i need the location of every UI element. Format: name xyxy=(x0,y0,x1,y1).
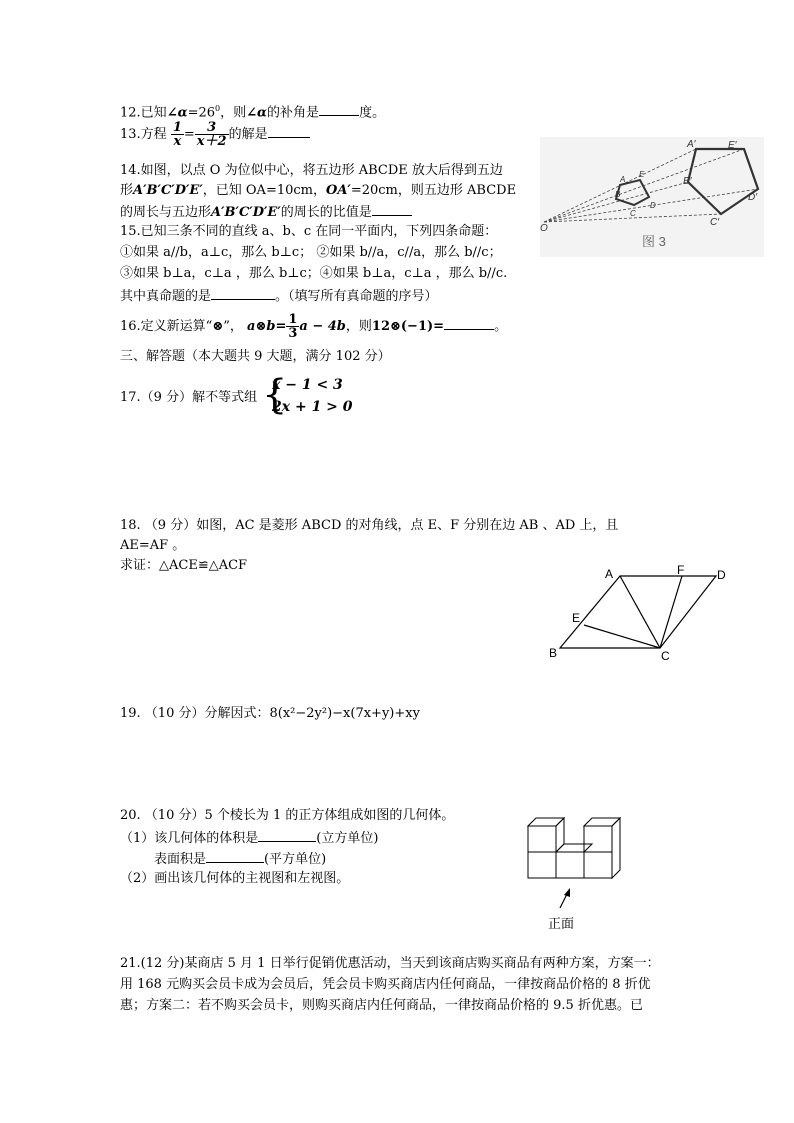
q12-angle: ∠α xyxy=(166,105,188,121)
q16-frac-den: 3 xyxy=(288,326,298,341)
q12-text-b: =26 xyxy=(187,105,216,121)
section-3-heading: 三、解答题（本大题共 9 大题，满分 102 分） xyxy=(120,349,391,364)
label-O: O xyxy=(540,223,548,234)
q14-pentagon-name: A′B′C′D′E′ xyxy=(133,183,203,198)
q14-line-1: 14.如图，以点 O 为位似中心，将五边形 ABCDE 放大后得到五边 xyxy=(120,163,503,178)
q13-answer-blank xyxy=(268,125,310,138)
q20-volume-blank xyxy=(258,829,316,842)
q14-l3-a: 的周长与五边形 xyxy=(120,205,212,220)
q21-line-2: 用 168 元购买会员卡成为会员后，凭会员卡购买商店内任何商品，一律按商品价格的 8 折优 xyxy=(120,977,651,992)
q12-degree: 0 xyxy=(215,104,221,113)
cube-bottom-row-front xyxy=(528,852,612,878)
q16-line xyxy=(120,313,507,340)
q18-line-1: 18. （9 分）如图，AC 是菱形 ABCD 的对角线，点 E、F 分别在边 AB 、AD 上，且 xyxy=(120,518,619,533)
q16-equals-2: = xyxy=(433,319,445,334)
q20-line-2 xyxy=(120,829,378,847)
rhombus-figure xyxy=(540,562,740,662)
q20-l3-b: (平方单位) xyxy=(264,852,327,867)
q16-equals: = xyxy=(275,319,287,334)
q15-line-3: ③如果 b⊥a，c⊥a ，那么 b⊥c；④如果 b⊥a，c⊥a ，那么 b//c. xyxy=(120,266,508,281)
q12-text-d: ，则 xyxy=(220,105,247,121)
q20-area-blank xyxy=(206,850,264,863)
q16-def-right: a − 4b xyxy=(299,319,346,334)
q15-l4-b: 。（填写所有真命题的序号） xyxy=(275,289,438,304)
q16-expression: 12⊗(−1) xyxy=(371,319,434,334)
rh-label-F: F xyxy=(677,563,685,577)
q20-line-3 xyxy=(154,850,326,868)
label-D-prime: D′ xyxy=(748,192,758,203)
label-E: E xyxy=(639,170,645,179)
q13-frac2-den: x＋2 xyxy=(196,134,227,149)
q16-op-symbol: ⊗ xyxy=(212,319,224,334)
q16-answer-blank xyxy=(444,317,494,330)
q13-line xyxy=(120,121,310,148)
q13-frac1-num: 1 xyxy=(172,120,182,135)
q16-text-e: ，则 xyxy=(345,319,372,334)
cube-right-side xyxy=(612,818,620,878)
q16-fraction xyxy=(286,313,299,340)
q15-line-1: 15.已知三条不同的直线 a、b、c 在同一平面内，下列四条命题： xyxy=(120,224,498,239)
rh-label-B: B xyxy=(549,646,558,660)
q13-text-b: 的解是 xyxy=(228,127,268,142)
cube-top-left-top xyxy=(528,818,564,826)
cube-middle-top xyxy=(556,844,592,852)
q18-line-2: AE=AF 。 xyxy=(120,538,186,553)
q14-pentagon-name-2: A′B′C′D′E′ xyxy=(211,205,281,220)
q21-line-3: 惠；方案二：若不购买会员卡，则购买商店内任何商品，一律按商品价格的 9.5 折优惠。已 xyxy=(120,998,643,1013)
rh-label-C: C xyxy=(661,649,670,662)
q17-brace: { xyxy=(262,372,288,418)
q20-l3-a: 表面积是 xyxy=(154,852,207,867)
q16-frac-num: 1 xyxy=(288,312,298,327)
q17-inequality-1: x − 1 < 3 xyxy=(272,377,343,393)
label-C: C xyxy=(630,209,636,218)
q12-text-e: 的补角是 xyxy=(267,105,320,121)
rh-label-D: D xyxy=(717,568,726,582)
cube-top-left-front xyxy=(528,826,556,852)
front-label: 正面 xyxy=(548,916,575,931)
label-A-prime: A′ xyxy=(687,139,696,150)
q14-oa-prime: OA′ xyxy=(326,183,351,198)
q16-text-a: 16.定义新运算“ xyxy=(120,319,213,334)
q17-label: 17.（9 分）解不等式组 xyxy=(120,390,258,405)
q14-l2-e: =20cm，则五边形 ABCDE xyxy=(350,183,517,198)
label-D: D xyxy=(650,201,656,210)
q14-l2-c: ，已知 OA=10cm， xyxy=(202,183,326,198)
rh-label-A: A xyxy=(605,567,614,581)
q16-text-b: ”， xyxy=(223,319,243,334)
front-arrow xyxy=(560,888,570,908)
q20-line-4: （2）画出该几何体的主视图和左视图。 xyxy=(120,871,350,886)
cube-top-left-side xyxy=(556,818,564,852)
q19-line: 19. （10 分）分解因式：8(x²−2y²)−x(7x+y)+xy xyxy=(120,706,420,721)
cube-solid-figure xyxy=(520,812,630,934)
q14-line-2 xyxy=(120,183,516,199)
figure-3-caption: 图 3 xyxy=(642,234,666,249)
q13-frac2-num: 3 xyxy=(195,121,229,135)
q14-answer-blank xyxy=(372,203,412,216)
q12-line xyxy=(120,101,385,121)
label-C-prime: C′ xyxy=(710,217,720,228)
q16-text-h: 。 xyxy=(494,319,508,334)
label-A: A xyxy=(620,175,626,184)
q13-frac1-den: x xyxy=(173,134,182,149)
q14-l3-c: 的周长的比值是 xyxy=(280,205,372,220)
q12-angle-2: ∠α xyxy=(246,105,268,121)
q20-line-1: 20. （10 分）5 个棱长为 1 的正方体组成如图的几何体。 xyxy=(120,808,455,823)
q12-answer-blank xyxy=(319,103,359,116)
rh-label-E: E xyxy=(572,611,581,625)
q13-text-a: 13.方程 xyxy=(120,127,167,142)
q14-line-3 xyxy=(120,203,412,221)
q15-line-2: ①如果 a//b，a⊥c，那么 b⊥c； ②如果 b//a，c//a，那么 b//c； xyxy=(120,245,502,260)
q15-line-4 xyxy=(120,287,438,305)
segment-cf xyxy=(660,576,682,648)
q13-fraction-1 xyxy=(171,121,184,148)
q16-def-left: a⊗b xyxy=(247,319,276,334)
q13-equals: = xyxy=(183,127,195,142)
q18-line-3: 求证：△ACE≌△ACF xyxy=(120,558,248,573)
label-B: B xyxy=(615,190,621,199)
label-B-prime: B′ xyxy=(683,176,692,187)
label-E-prime: E′ xyxy=(728,140,737,151)
rhombus-abcd xyxy=(560,576,716,648)
q12-text-f: 度。 xyxy=(359,105,386,121)
q17-inequality-2: 2x + 1 > 0 xyxy=(272,399,353,415)
q15-answer-blank xyxy=(211,287,275,300)
q15-l4-a: 其中真命题的是 xyxy=(120,289,212,304)
q13-fraction-2 xyxy=(195,121,229,148)
cube-top-right-top xyxy=(584,818,620,826)
q20-l2-b: (立方单位) xyxy=(316,831,379,846)
figure-3-pentagons xyxy=(540,137,764,257)
q12-text-a: 12.已知 xyxy=(120,105,167,121)
q20-l2-a: （1）该几何体的体积是 xyxy=(120,831,259,846)
q21-line-1: 21.(12 分)某商店 5 月 1 日举行促销优惠活动，当天到该商店购买商品有两种方案，方案一： xyxy=(120,956,660,971)
q14-l2-a: 形 xyxy=(120,183,134,198)
